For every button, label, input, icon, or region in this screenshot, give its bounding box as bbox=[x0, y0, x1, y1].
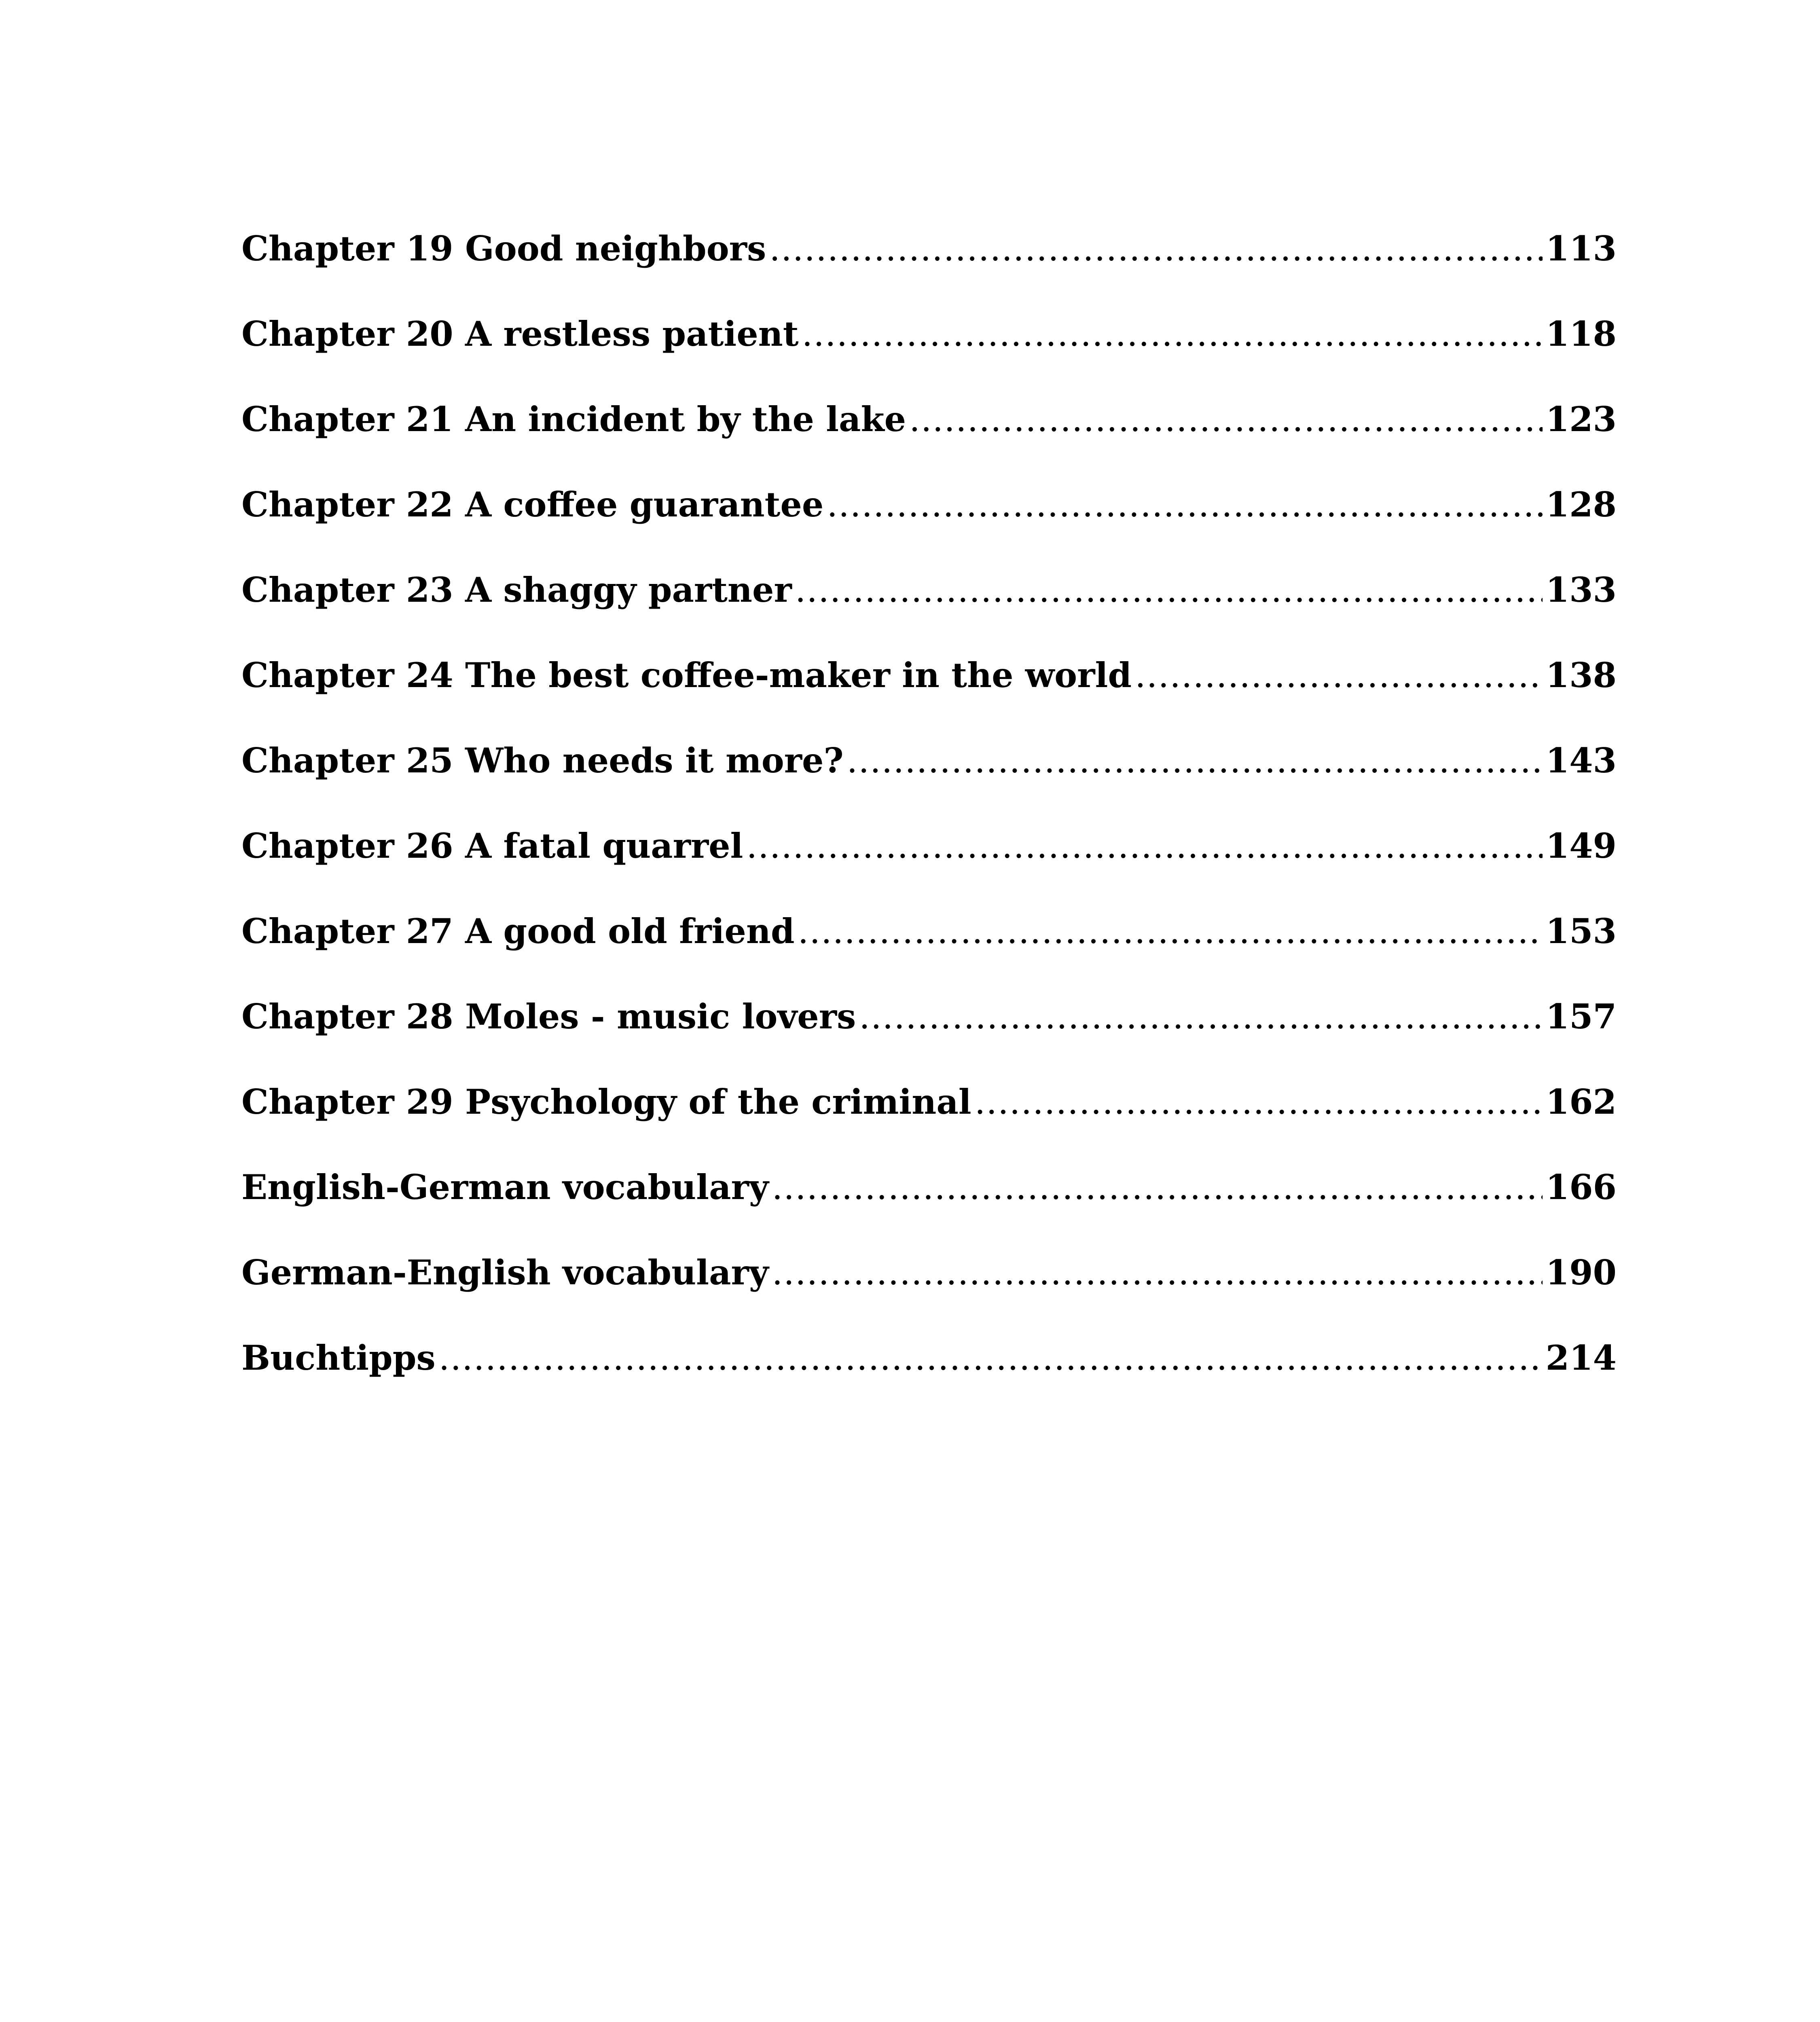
toc-dot-leader bbox=[827, 485, 1542, 525]
toc-entry[interactable] bbox=[241, 484, 1617, 570]
toc-entry[interactable] bbox=[241, 1082, 1617, 1167]
toc-entry-page: 190 bbox=[1545, 1252, 1617, 1292]
toc-dot-leader bbox=[746, 826, 1542, 866]
toc-entry-page: 133 bbox=[1545, 570, 1617, 610]
toc-dot-leader bbox=[847, 741, 1543, 780]
toc-entry-page: 157 bbox=[1545, 996, 1617, 1036]
toc-entry-title: Chapter 29 Psychology of the criminal bbox=[241, 1082, 971, 1122]
toc-dot-leader bbox=[439, 1338, 1543, 1378]
toc-entry[interactable] bbox=[241, 1338, 1617, 1423]
toc-entry[interactable] bbox=[241, 399, 1617, 484]
toc-entry-title: Chapter 27 A good old friend bbox=[241, 911, 795, 951]
toc-entry-title: Chapter 28 Moles - music lovers bbox=[241, 996, 856, 1036]
toc-entry-page: 123 bbox=[1545, 399, 1617, 439]
toc-entry-page: 113 bbox=[1545, 228, 1617, 269]
toc-entry-title: Chapter 24 The best coffee-maker in the world bbox=[241, 655, 1132, 695]
toc-entry-page: 143 bbox=[1545, 740, 1617, 780]
toc-entry-title: Chapter 25 Who needs it more? bbox=[241, 740, 844, 780]
toc-entry-title: Chapter 20 A restless patient bbox=[241, 314, 799, 354]
toc-entry-title: Chapter 19 Good neighbors bbox=[241, 228, 766, 269]
toc-entry-page: 149 bbox=[1545, 826, 1617, 866]
toc-entry[interactable] bbox=[241, 228, 1617, 314]
toc-entry-title: Chapter 21 An incident by the lake bbox=[241, 399, 906, 439]
toc-dot-leader bbox=[798, 912, 1543, 951]
toc-entry-title: Chapter 26 A fatal quarrel bbox=[241, 826, 743, 866]
toc-dot-leader bbox=[859, 997, 1542, 1036]
toc-entry-page: 138 bbox=[1545, 655, 1617, 695]
toc-entry-title: German-English vocabulary bbox=[241, 1252, 769, 1292]
toc-entry-title: Buchtipps bbox=[241, 1338, 436, 1378]
toc-entry[interactable] bbox=[241, 1252, 1617, 1338]
toc-entry-title: Chapter 23 A shaggy partner bbox=[241, 570, 792, 610]
toc-entry-page: 214 bbox=[1545, 1338, 1617, 1378]
toc-entry-page: 166 bbox=[1545, 1167, 1617, 1207]
toc-dot-leader bbox=[772, 1168, 1543, 1207]
toc-entry[interactable] bbox=[241, 655, 1617, 740]
toc-entry[interactable] bbox=[241, 911, 1617, 996]
toc-entry[interactable] bbox=[241, 314, 1617, 399]
toc-dot-leader bbox=[975, 1082, 1543, 1122]
toc-entry-page: 153 bbox=[1545, 911, 1617, 951]
table-of-contents bbox=[241, 228, 1617, 1423]
toc-entry-page: 128 bbox=[1545, 484, 1617, 525]
toc-dot-leader bbox=[1135, 656, 1543, 695]
toc-entry[interactable] bbox=[241, 570, 1617, 655]
toc-entry[interactable] bbox=[241, 1167, 1617, 1252]
toc-dot-leader bbox=[769, 229, 1542, 269]
toc-entry-page: 162 bbox=[1545, 1082, 1617, 1122]
toc-entry[interactable] bbox=[241, 996, 1617, 1082]
toc-entry[interactable] bbox=[241, 740, 1617, 826]
toc-dot-leader bbox=[909, 400, 1543, 439]
toc-entry-page: 118 bbox=[1545, 314, 1617, 354]
toc-dot-leader bbox=[772, 1253, 1543, 1292]
toc-entry-title: Chapter 22 A coffee guarantee bbox=[241, 484, 824, 525]
toc-entry-title: English-German vocabulary bbox=[241, 1167, 769, 1207]
toc-dot-leader bbox=[802, 314, 1543, 354]
toc-entry[interactable] bbox=[241, 826, 1617, 911]
toc-dot-leader bbox=[795, 570, 1543, 610]
